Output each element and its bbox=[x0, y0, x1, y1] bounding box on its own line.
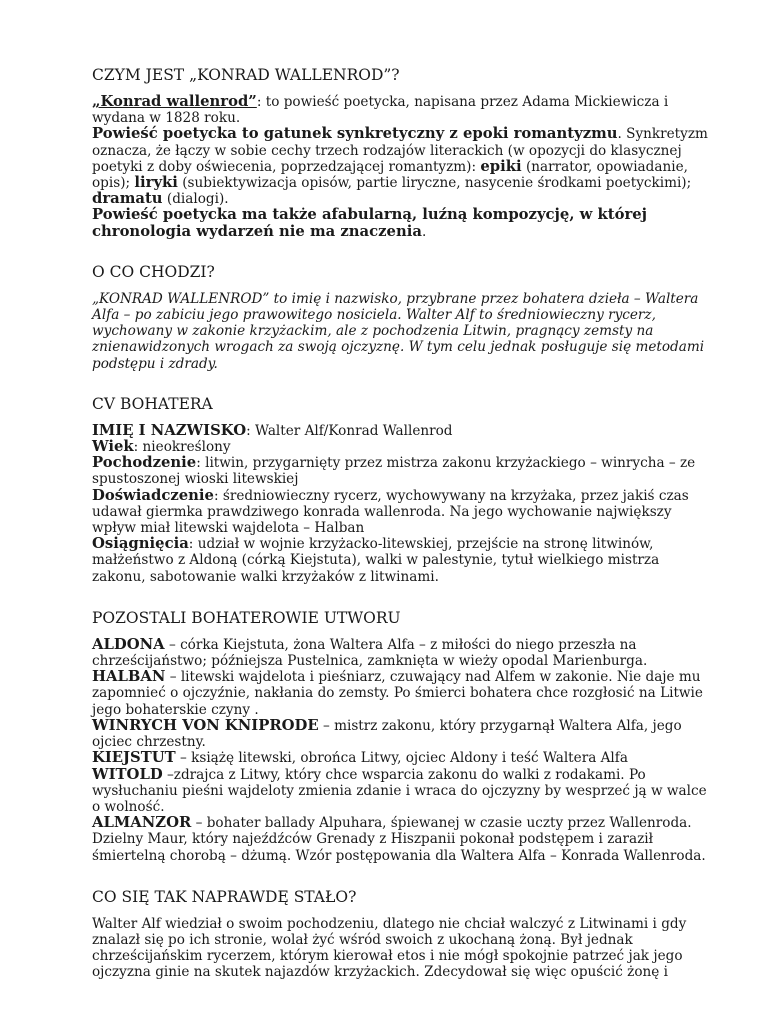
plot-paragraph: „KONRAD WALLENROD” to imię i nazwisko, przybrane przez bohatera dzieła – Waltera Alfa – po zabiciu jego prawowitego nosiciela. Walter Alf to średniowieczny rycerz, wychowany w zakonie krzyżackim, ale z pochodzenia Litwin, pragnący zemsty na znienawidzonych wrogach za swoją ojczyznę. W tym celu jednak posługuje się metodami podstępu i zdrady. bbox=[92, 290, 705, 372]
character-item: WITOLD –zdrajca z Litwy, który chce wsparcia zakonu do walki z rodakami. Po wysłuchaniu pieśni wajdeloty zmienia zdanie i wraca do ojczyzny by wesprzeć ją w walce o wolność. bbox=[92, 765, 707, 815]
characters-list bbox=[92, 637, 716, 864]
cv-item-achievements: Osiągnięcia: udział w wojnie krzyżacko-litewskiej, przejście na stronę litwinów, małżeństwo z Aldoną (córką Kiejstuta), walki w palestynie, tytuł wielkiego mistrza zakonu, sabotowanie walki krzyżaków z litwinami. bbox=[92, 535, 660, 585]
intro-paragraph: „Konrad wallenrod”: to powieść poetycka, napisana przez Adama Mickiewicza i wydana w 1828 roku. bbox=[92, 93, 669, 127]
cv-item-name: IMIĘ I NAZWISKO: Walter Alf/Konrad Wallenrod bbox=[92, 421, 453, 439]
composition-paragraph: Powieść poetycka ma także afabularną, luźną kompozycję, w której chronologia wydarzeń nie ma znaczenia. bbox=[92, 206, 648, 240]
cv-item-experience: Doświadczenie: średniowieczny rycerz, wychowywany na krzyżaka, przez jakiś czas udawał giermka prawdziwego konrada wallenroda. Na jego wychowanie największy wpływ miał litewski wajdelota – Halban bbox=[92, 486, 689, 537]
character-item: ALMANZOR – bohater ballady Alpuhara, śpiewanej w czasie uczty przez Wallenroda. Dzielny Maur, który najeźdźców Grenady z Hiszpanii pokonał podstępem i zaraził śmiertelną chorobą – dżumą. Wzór postępowania dla Waltera Alfa – Konrada Wallenroda. bbox=[92, 814, 706, 864]
cv-list bbox=[92, 423, 716, 585]
character-item: HALBAN – litewski wajdelota i pieśniarz, czuwający nad Alfem w zakonie. Nie daje mu zapomnieć o ojczyźnie, nakłania do zemsty. Po śmierci bohatera chce rozgłosić na Litwie jego bohaterskie czyny . bbox=[92, 668, 703, 718]
section-heading-what-happened: CO SIĘ TAK NAPRAWDĘ STAŁO? bbox=[92, 887, 357, 906]
section-heading-cv: CV BOHATERA bbox=[92, 394, 213, 413]
character-item: KIEJSTUT – książę litewski, obrońca Litwy, ojciec Aldony i teść Waltera Alfa bbox=[92, 749, 628, 767]
genre-paragraph: Powieść poetycka to gatunek synkretyczny z epoki romantyzmu. Synkretyzm oznacza, że łączy w sobie cechy trzech rodzajów literackich (w opozycji do klasycznej poetyki z doby oświecenia, poprzedzającej romantyzm): epiki (narrator, opowiadanie, opis); liryki (subiektywizacja opisów, partie liryczne, nasycenie środkami poetyckimi); dramatu (dialogi). bbox=[92, 125, 708, 208]
work-title: „Konrad wallenrod” bbox=[92, 93, 257, 110]
cv-item-origin: Pochodzenie: litwin, przygarnięty przez mistrza zakonu krzyżackiego – winrycha – ze spustoszonej wioski litewskiej bbox=[92, 454, 696, 488]
section-heading-plot: O CO CHODZI? bbox=[92, 262, 215, 281]
character-item: WINRYCH VON KNIPRODE – mistrz zakonu, który przygarnął Waltera Alfa, jego ojciec chrzestny. bbox=[92, 716, 682, 751]
section-heading-characters: POZOSTALI BOHATEROWIE UTWORU bbox=[92, 608, 401, 627]
story-paragraph: Walter Alf wiedział o swoim pochodzeniu, dlatego nie chciał walczyć z Litwinami i gdy znalazł się po ich stronie, wolał żyć wśród swoich z ukochaną żoną. Był jednak chrześcijańskim rycerzem, którym kierował etos i nie mógł spokojnie patrzeć jak jego ojczyzna ginie na skutek najazdów krzyżackich. Zdecydował się więc opuścić żonę i bbox=[92, 915, 687, 981]
character-item: ALDONA – córka Kiejstuta, żona Waltera Alfa – z miłości do niego przeszła na chrześcijaństwo; późniejsza Pustelnica, zamknięta w wieży opodal Marienburga. bbox=[92, 635, 648, 670]
section-heading-what-is: CZYM JEST „KONRAD WALLENROD”? bbox=[92, 66, 400, 84]
cv-item-age: Wiek: nieokreślony bbox=[92, 438, 231, 456]
